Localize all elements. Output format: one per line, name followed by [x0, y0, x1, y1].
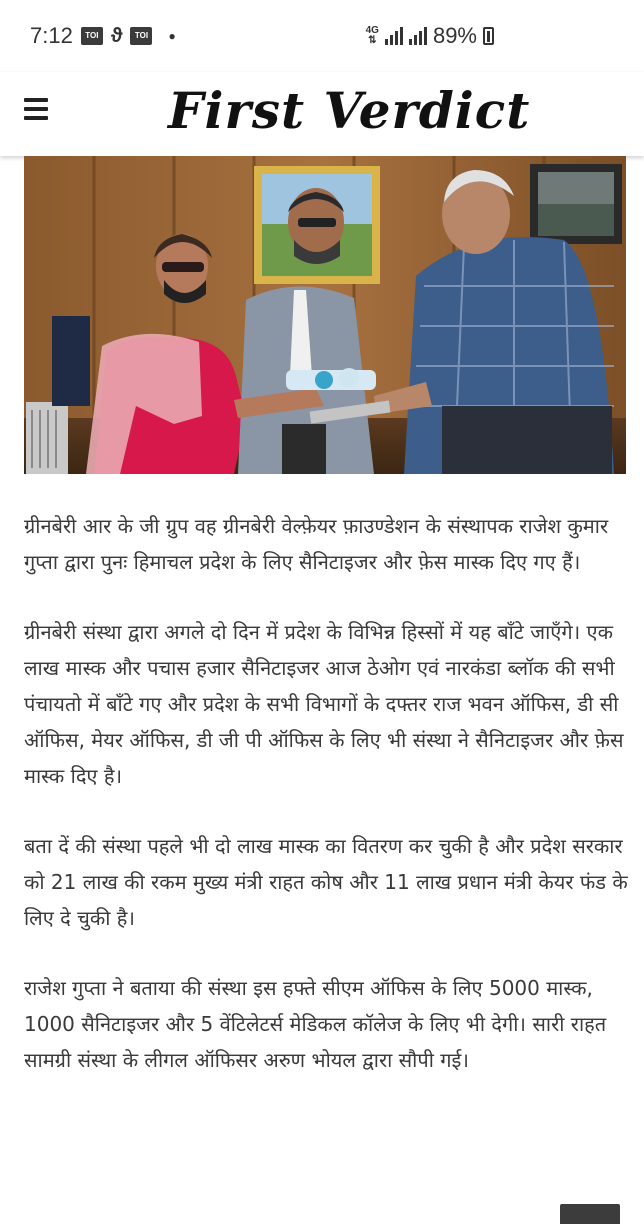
battery-charging-icon: [483, 27, 494, 45]
toi-notification-icon: TOI: [81, 27, 103, 45]
article-paragraph-1: ग्रीनबेरी आर के जी ग्रुप वह ग्रीनबेरी वेल्फ़ेयर फ़ाउण्डेशन के संस्थापक राजेश कुमार गुप्ता द्वारा पुनः हिमाचल प्रदेश के लिए सैनिटाइजर और फ़ेस मास्क दिए गए हैं।: [24, 514, 609, 574]
article-body: [24, 508, 628, 1112]
article-paragraph-4: राजेश गुप्ता ने बताया की संस्था इस हफ्ते सीएम ऑफिस के लिए 5000 मास्क, 1000 सैनिटाइजर और 5 वेंटिलेटर्स मेडिकल कॉलेज के लिए भी देगी। सारी राहत सामग्री संस्था के लीगल ऑफिसर अरुण भोयल द्वारा सौपी गई।: [24, 976, 607, 1072]
toi-notification-icon-2: TOI: [130, 27, 152, 45]
status-bar: [0, 0, 644, 72]
signal-icon: [385, 27, 403, 45]
signal-icon-2: [409, 27, 427, 45]
app-header: [0, 72, 644, 156]
article-paragraph-3: बता दें की संस्था पहले भी दो लाख मास्क का वितरण कर चुकी है और प्रदेश सरकार को 21 लाख की रकम मुख्य मंत्री राहत कोष और 11 लाख प्रधान मंत्री केयर फंड के लिए दे चुकी है।: [24, 834, 628, 930]
site-logo[interactable]: First Verdict: [168, 81, 531, 140]
hamburger-menu-icon[interactable]: [24, 98, 48, 120]
article-paragraph-2: ग्रीनबेरी संस्था द्वारा अगले दो दिन में प्रदेश के विभिन्न हिस्सों में यह बाँटे जाएँगे। एक लाख मास्क और पचास हजार सैनिटाइजर आज ठेओग एवं नारकंडा ब्लॉक की सभी पंचायतो में बाँटे गए और प्रदेश के सभी विभागों के दफ्तर राज भवन ऑफिस, डी सी ऑफिस, मेयर ऑफिस, डी जी पी ऑफिस के लिए भी संस्था ने सैनिटाइजर और फ़ेस मास्क दिए है।: [24, 620, 624, 788]
scroll-to-top-button[interactable]: [560, 1204, 620, 1224]
status-time: 7:12: [30, 23, 73, 48]
article-photo: [24, 156, 626, 474]
more-notifications-dot-icon: ●: [168, 29, 176, 43]
status-right: [366, 0, 494, 72]
status-left: [30, 23, 176, 49]
battery-percentage: 89%: [432, 23, 477, 48]
swirl-notification-icon: ϑ: [110, 24, 123, 47]
network-type: 4G ⇅: [365, 25, 379, 46]
